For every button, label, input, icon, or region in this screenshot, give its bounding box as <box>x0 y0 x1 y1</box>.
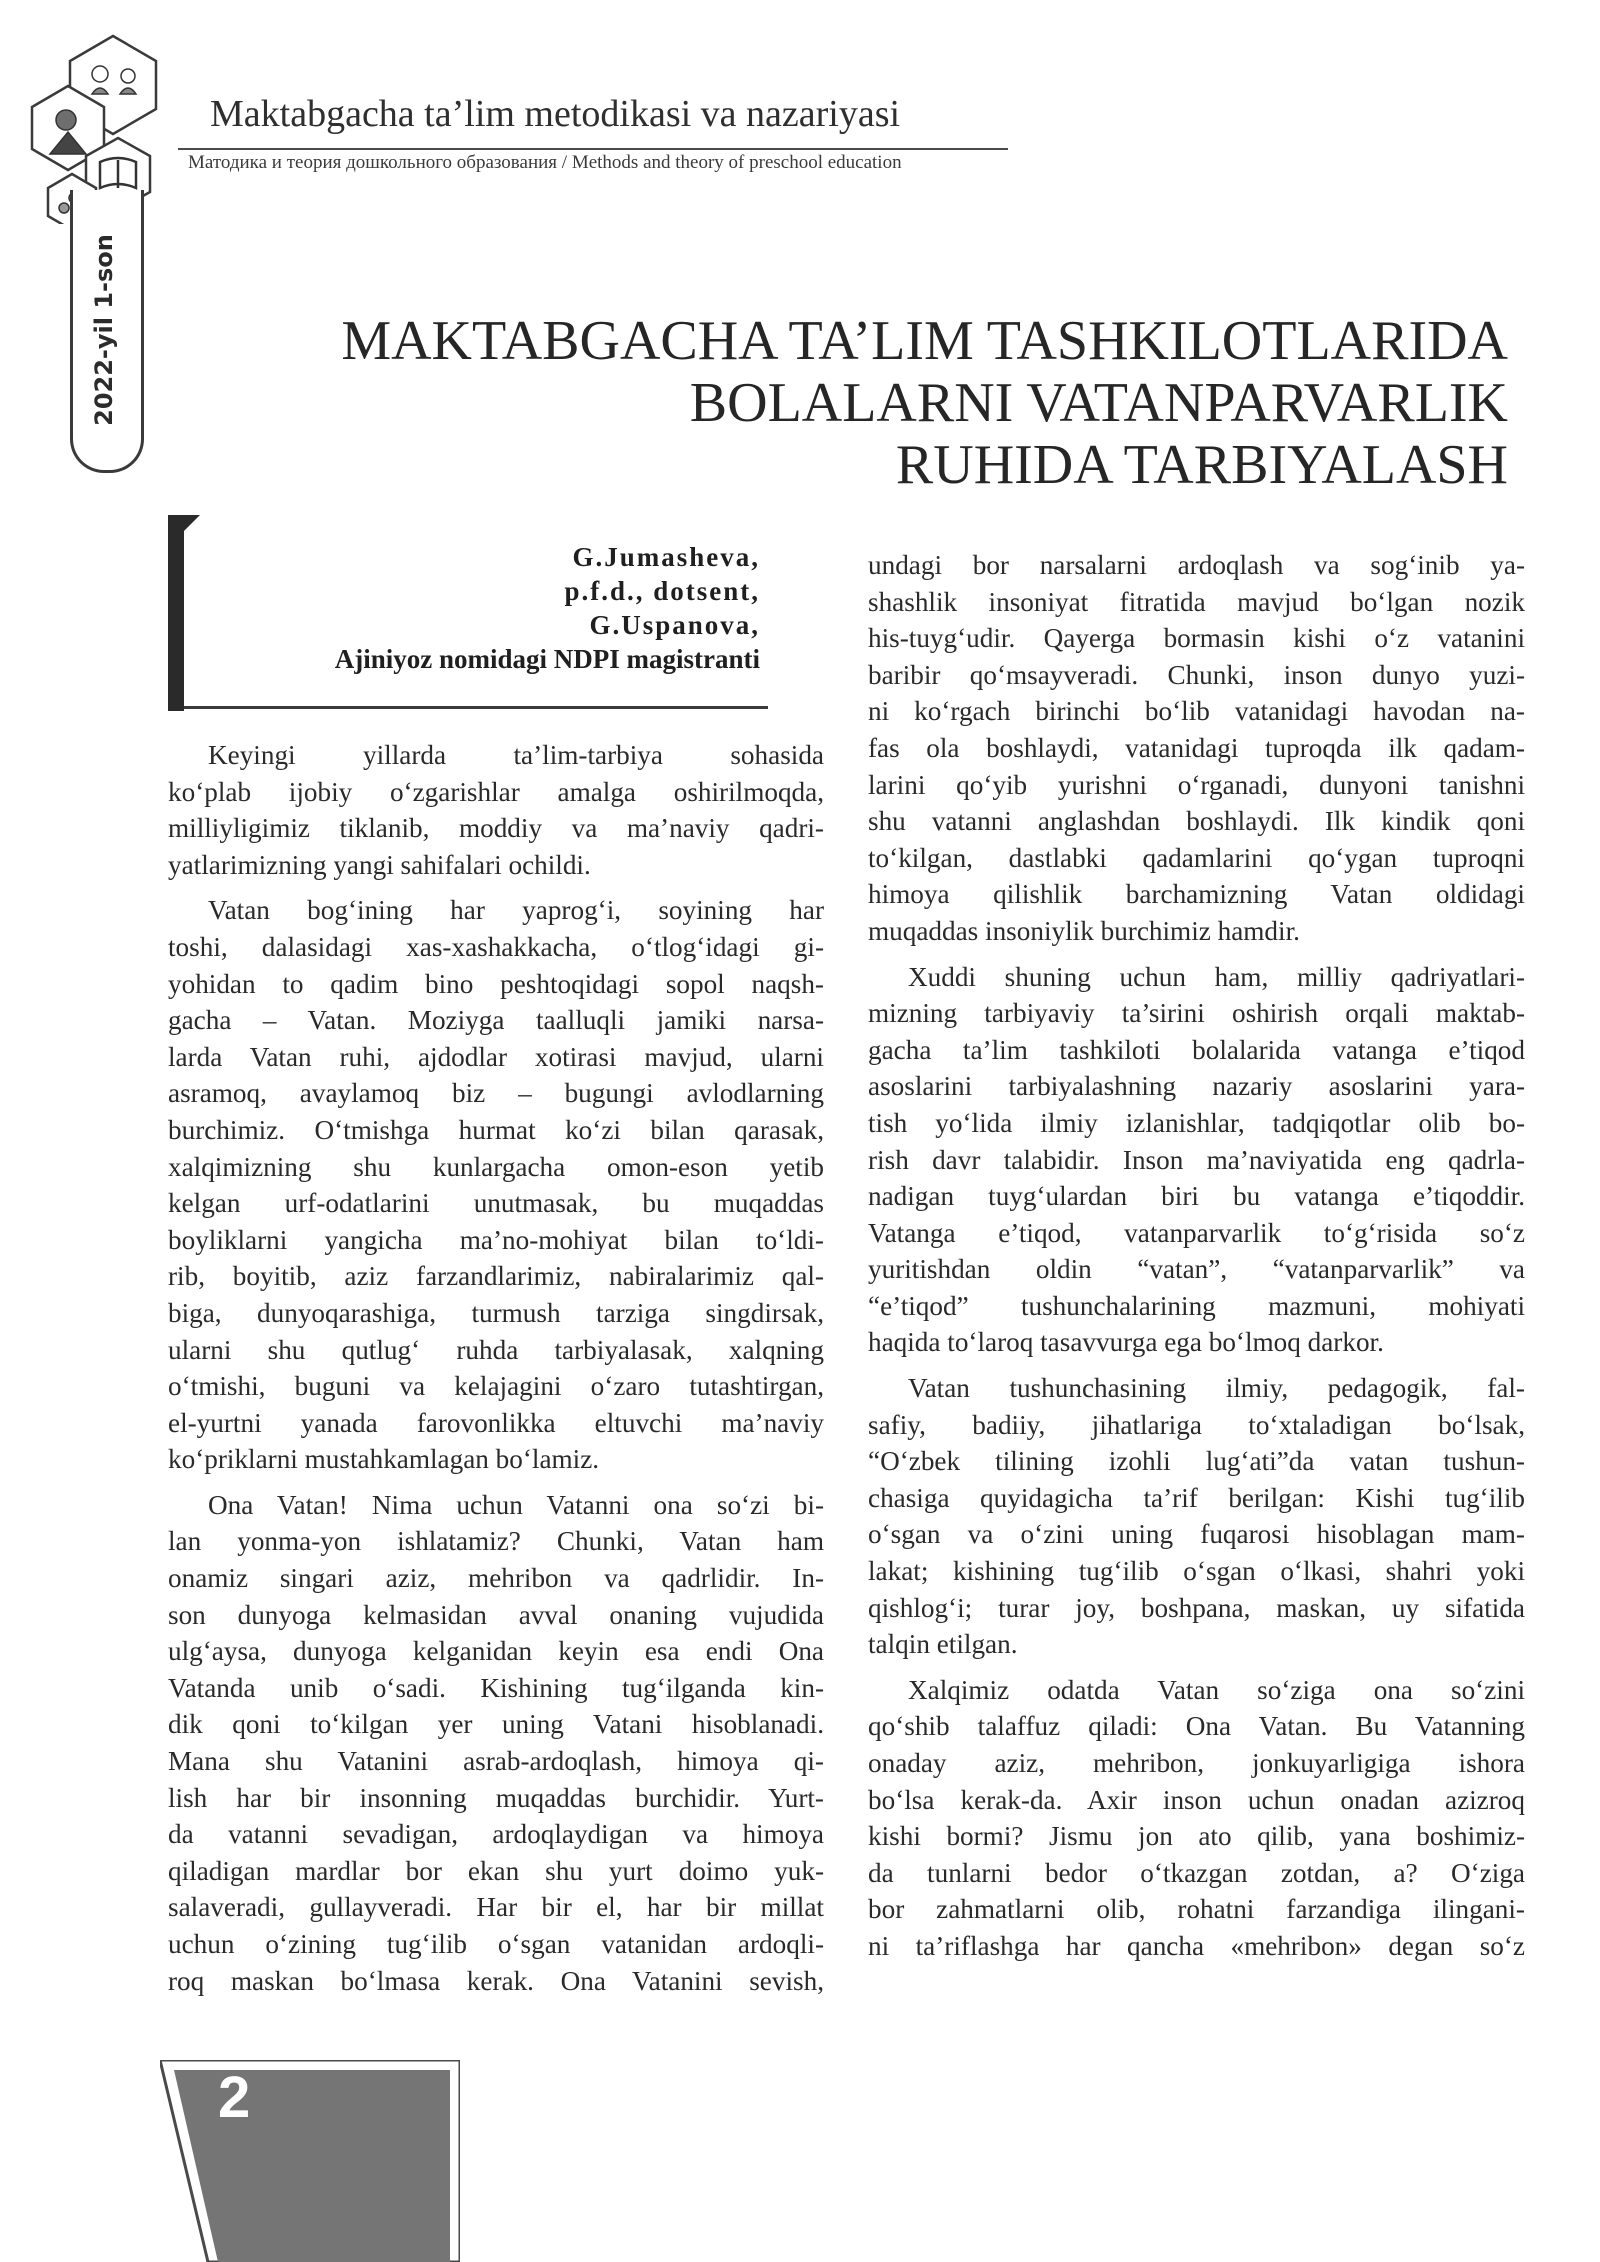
text-line: ni ko‘rgach birinchi bo‘lib vatanidagi havodan na- <box>868 696 1525 727</box>
text-line: el-yurtni yanada farovonlikka eltuvchi ma’naviy <box>168 1407 824 1438</box>
article-title <box>300 310 1508 496</box>
text-line: safiy, badiiy, jihatlariga to‘xtaladigan bo‘lsak, <box>868 1409 1525 1440</box>
text-line: milliyligimiz tiklanib, moddiy va ma’naviy qadri- <box>168 813 824 844</box>
text-line: asramoq, avaylamoq biz – bugungi avlodlarning <box>168 1078 824 1109</box>
left-column <box>168 737 824 1999</box>
text-line: da tunlarni bedor o‘tkazgan zotdan, a? O‘ziga <box>868 1857 1525 1888</box>
author-accent-tip <box>184 515 200 531</box>
author-line: G.Uspanova, <box>589 610 760 640</box>
text-line: undagi bor narsalarni ardoqlash va sog‘inib ya- <box>868 550 1525 580</box>
text-line: burchimiz. O‘tmishga hurmat ko‘zi bilan qarasak, <box>168 1114 824 1145</box>
title-line: RUHIDA TARBIYALASH <box>895 434 1508 496</box>
journal-title: Maktabgacha ta’lim metodikasi va nazariyasi <box>210 93 901 135</box>
text-line: his-tuyg‘udir. Qayerga bormasin kishi o‘z vatanini <box>868 623 1525 654</box>
author-block <box>190 540 760 676</box>
text-line: lan yonma-yon ishlatamiz? Chunki, Vatan ham <box>168 1526 824 1557</box>
text-line: rib, boyitib, aziz farzandlarimiz, nabiralarimiz qal- <box>168 1261 824 1292</box>
text-line: “O‘zbek tilining izohli lug‘ati”da vatan tushun- <box>868 1446 1525 1477</box>
issue-label: 2022-yil 1-son <box>90 234 118 426</box>
text-line: toshi, dalasidagi xas-xashakkacha, o‘tlog‘idagi gi- <box>168 931 824 962</box>
page-number-badge <box>160 2060 460 2262</box>
text-line: mizning tarbiyaviy ta’sirini oshirish orqali maktab- <box>868 998 1525 1029</box>
text-line: shu vatanni anglashdan boshlaydi. Ilk kindik qoni <box>868 806 1525 837</box>
text-line: tish yo‘lida ilmiy izlanishlar, tadqiqotlar olib bo- <box>868 1107 1525 1138</box>
text-line: roq maskan bo‘lmasa kerak. Ona Vatanini sevish, <box>168 1965 824 1996</box>
text-line: Vatan tushunchasining ilmiy, pedagogik, fal- <box>908 1373 1525 1404</box>
text-line: rish davr talabidir. Inson ma’naviyatida eng qadrla- <box>868 1144 1525 1175</box>
header-divider <box>178 148 1008 150</box>
text-line: fas ola boshlaydi, vatanidagi tuproqda ilk qadam- <box>868 732 1525 763</box>
text-line: gacha ta’lim tashkiloti bolalarida vatanga e’tiqod <box>868 1034 1525 1065</box>
text-line: “e’tiqod” tushunchalarining mazmuni, mohiyati <box>868 1290 1525 1321</box>
text-line: yohidan to qadim bino peshtoqidagi sopol naqsh- <box>168 968 824 999</box>
text-line: onamiz singari aziz, mehribon va qadrlidir. In- <box>168 1563 824 1594</box>
text-line: Xuddi shuning uchun ham, milliy qadriyatlari- <box>908 961 1525 992</box>
author-line: G.Jumasheva, <box>572 542 760 572</box>
text-line: Mana shu Vatanini asrab-ardoqlash, himoya qi- <box>168 1746 824 1777</box>
author-underline <box>184 706 768 709</box>
text-line: lakat; kishining tug‘ilib o‘sgan o‘lkasi, shahri yoki <box>868 1556 1525 1587</box>
text-line: himoya qilishlik barchamizning Vatan oldidagi <box>868 879 1525 910</box>
text-line: Vatan bog‘ining har yaprog‘i, soyining har <box>208 895 824 926</box>
author-line: Ajiniyoz nomidagi NDPI magistranti <box>334 644 760 674</box>
author-accent-bar <box>168 515 184 711</box>
text-line: yatlarimizning yangi sahifalari ochildi. <box>168 849 591 880</box>
text-line: salaveradi, gullayveradi. Har bir el, har bir millat <box>168 1892 824 1923</box>
page-number: 2 <box>218 2065 251 2130</box>
text-line: to‘kilgan, dastlabki qadamlarini qo‘ygan tuproqni <box>868 842 1525 873</box>
text-line: ko‘priklarni mustahkamlagan bo‘lamiz. <box>168 1444 600 1475</box>
text-line: onaday aziz, mehribon, jonkuyarligiga ishora <box>868 1748 1525 1778</box>
text-line: lish har bir insonning muqaddas burchidir. Yurt- <box>168 1782 824 1813</box>
text-line: dik qoni to‘kilgan yer uning Vatani hisoblanadi. <box>168 1709 824 1740</box>
text-line: ularni shu qutlug‘ ruhda tarbiyalasak, xalqning <box>168 1334 824 1365</box>
right-column <box>868 547 1525 1965</box>
text-line: haqida to‘laroq tasavvurga ega bo‘lmoq darkor. <box>868 1327 1384 1358</box>
text-line: ulg‘aysa, dunyoga kelganidan keyin esa endi Ona <box>168 1636 824 1667</box>
text-line: o‘sgan va o‘zini uning fuqarosi hisoblagan mam- <box>868 1519 1525 1550</box>
text-line: Vatanga e’tiqod, vatanparvarlik to‘g‘risida so‘z <box>868 1217 1525 1248</box>
text-line: larini qo‘yib yurishni o‘rganadi, dunyoni tanishni <box>868 769 1525 800</box>
text-line: bo‘lsa kerak-da. Axir inson uchun onadan azizroq <box>868 1784 1525 1815</box>
text-line: ni ta’riflashga har qancha «mehribon» degan so‘z <box>868 1930 1525 1961</box>
text-line: Keyingi yillarda ta’lim-tarbiya sohasida <box>208 740 824 770</box>
text-line: Ona Vatan! Nima uchun Vatanni ona so‘zi bi- <box>208 1489 824 1520</box>
text-line: asoslarini tarbiyalashning nazariy asoslarini yara- <box>868 1071 1525 1102</box>
author-line: p.f.d., dotsent, <box>564 576 760 606</box>
text-line: ko‘plab ijobiy o‘zgarishlar amalga oshirilmoqda, <box>168 776 824 807</box>
text-line: gacha – Vatan. Moziyga taalluqli jamiki narsa- <box>168 1005 824 1036</box>
text-line: xalqimizning shu kunlargacha omon-eson yetib <box>168 1151 824 1182</box>
text-line: yuritishdan oldin “vatan”, “vatanparvarlik” va <box>868 1254 1525 1285</box>
text-line: qo‘shib talaffuz qiladi: Ona Vatan. Bu Vatanning <box>868 1711 1525 1742</box>
text-line: qishlog‘i; turar joy, boshpana, maskan, uy sifatida <box>868 1592 1525 1623</box>
text-line: baribir qo‘msayveradi. Chunki, inson dunyo yuzi- <box>868 659 1525 690</box>
text-line: uchun o‘zining tug‘ilib o‘sgan vatanidan ardoqli- <box>168 1929 824 1959</box>
text-line: biga, dunyoqarashiga, turmush tarziga singdirsak, <box>168 1297 824 1328</box>
text-line: Vatanda unib o‘sadi. Kishining tug‘ilganda kin- <box>168 1672 824 1703</box>
text-line: o‘tmishi, buguni va kelajagini o‘zaro tutashtirgan, <box>168 1371 824 1402</box>
title-line: MAKTABGACHA TA’LIM TASHKILOTLARIDA <box>341 310 1508 372</box>
text-line: kishi bormi? Jismu jon ato qilib, yana boshimiz- <box>868 1821 1525 1852</box>
text-line: shashlik insoniyat fitratida mavjud bo‘lgan nozik <box>868 586 1525 617</box>
text-line: Xalqimiz odatda Vatan so‘ziga ona so‘zini <box>908 1674 1525 1705</box>
text-line: talqin etilgan. <box>868 1629 1018 1660</box>
text-line: da vatanni sevadigan, ardoqlaydigan va himoya <box>168 1819 824 1850</box>
journal-subtitle: Матодика и теория дошкольного образования / Methods and theory of preschool education <box>188 152 902 173</box>
title-line: BOLALARNI VATANPARVARLIK <box>689 372 1508 434</box>
text-line: larda Vatan ruhi, ajdodlar xotirasi mavjud, ularni <box>168 1041 824 1072</box>
text-line: boyliklarni yangicha ma’no-mohiyat bilan to‘ldi- <box>168 1224 824 1255</box>
text-line: qiladigan mardlar bor ekan shu yurt doimo yuk- <box>168 1855 824 1886</box>
text-line: muqaddas insoniylik burchimiz hamdir. <box>868 915 1300 946</box>
text-line: bor zahmatlarni olib, rohatni farzandiga ilingani- <box>868 1894 1525 1925</box>
text-line: kelgan urf-odatlarini unutmasak, bu muqaddas <box>168 1188 824 1219</box>
text-line: nadigan tuyg‘ulardan biri bu vatanga e’tiqoddir. <box>868 1181 1525 1212</box>
text-line: son dunyoga kelmasidan avval onaning vujudida <box>168 1599 824 1630</box>
text-line: chasiga quyidagicha ta’rif berilgan: Kishi tug‘ilib <box>868 1482 1525 1513</box>
